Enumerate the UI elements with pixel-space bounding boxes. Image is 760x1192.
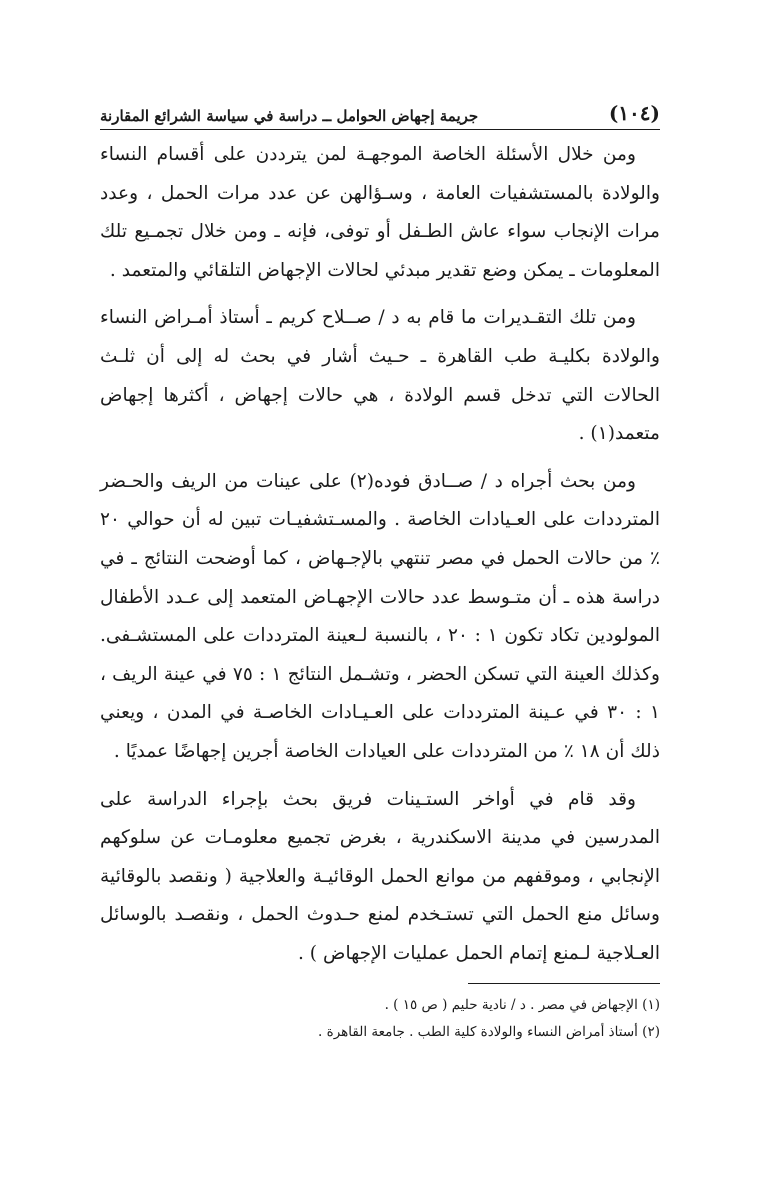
paragraph-4: وقد قام في أواخر الستـينات فريق بحث بإجراء الدراسة على المدرسين في مدينة الاسكندرية ، بغرض تجميع معلومـات عن سلوكهم الإنجابي ، وموقفهم من موانع الحمل الوقائيـة والعلاجية ( ونقصد بالوقائية وسائل منع الحمل التي تستـخدم لمنع حـدوث الحمل ، ونقصـد بالوسائل العـلاجية لـمنع إتمام الحمل عمليات الإجهاض ) .: [100, 788, 660, 964]
paragraph-3: ومن بحث أجراه د / صــادق فوده(٢) على عينات من الريف والحـضر المترددات على العـيادات الخاصة . والمسـتشفيـات تبين له أن حوالي ٢٠ ٪ من حالات الحمل في مصر تنتهي بالإجـهاض ، كما أوضحت النتائج ـ في دراسة هذه ـ أن متـوسط عدد حالات الإجهـاض المتعمد إلى عـدد الأطفال المولودين تكاد تكون ١ : ٢٠ ، بالنسبة لـعينة المترددات على المستشـفى. وكذلك العينة التي تسكن الحضر ، وتشـمل النتائج ١ : ٧٥ في عينة الريف ، ١ : ٣٠ في عـينة المترددات على العـيـادات الخاصـة في المدن ، ويعني ذلك أن ١٨ ٪ من المترددات على العيادات الخاصة أجرين إجهاضًا عمديًا .: [100, 470, 661, 762]
page-number: (١٠٤): [608, 101, 660, 125]
page-header: [100, 90, 660, 130]
footnote-2: (٢) أستاذ أمراض النساء والولادة كلية الطب . جامعة القاهرة .: [318, 1024, 660, 1040]
paragraph-2: ومن تلك التقـديرات ما قام به د / صــلاح كريم ـ أستاذ أمـراض النساء والولادة بكليـة طب القاهرة ـ حـيث أشار في بحث له إلى أن ثلـث الحالات التي تدخل قسم الولادة ، هي حالات إجهاض ، أكثرها إجهاض متعمد(١) .: [100, 307, 660, 445]
footnotes: [100, 992, 660, 1046]
body-text: [100, 136, 660, 982]
footnote-1: (١) الإجهاض في مصر . د / نادية حليم ( ص ١٥ ) .: [384, 997, 660, 1013]
paragraph-1: ومن خلال الأسئلة الخاصة الموجهـة لمن يترددن على أقسام النساء والولادة بالمستشفيات العامة ، وسـؤالهن عن عدد مرات الحمل ، وعدد مرات الإنجاب سواء عاش الطـفل أو توفى، فإنه ـ ومن خلال تجمـيع تلك المعلومات ـ يمكن وضع تقدير مبدئي لحالات الإجهاض التلقائي والمتعمد .: [100, 144, 660, 281]
footnote-divider: [468, 983, 660, 984]
running-title: جريمة إجهاض الحوامل ــ دراسة في سياسة الشرائع المقارنة: [100, 107, 479, 125]
